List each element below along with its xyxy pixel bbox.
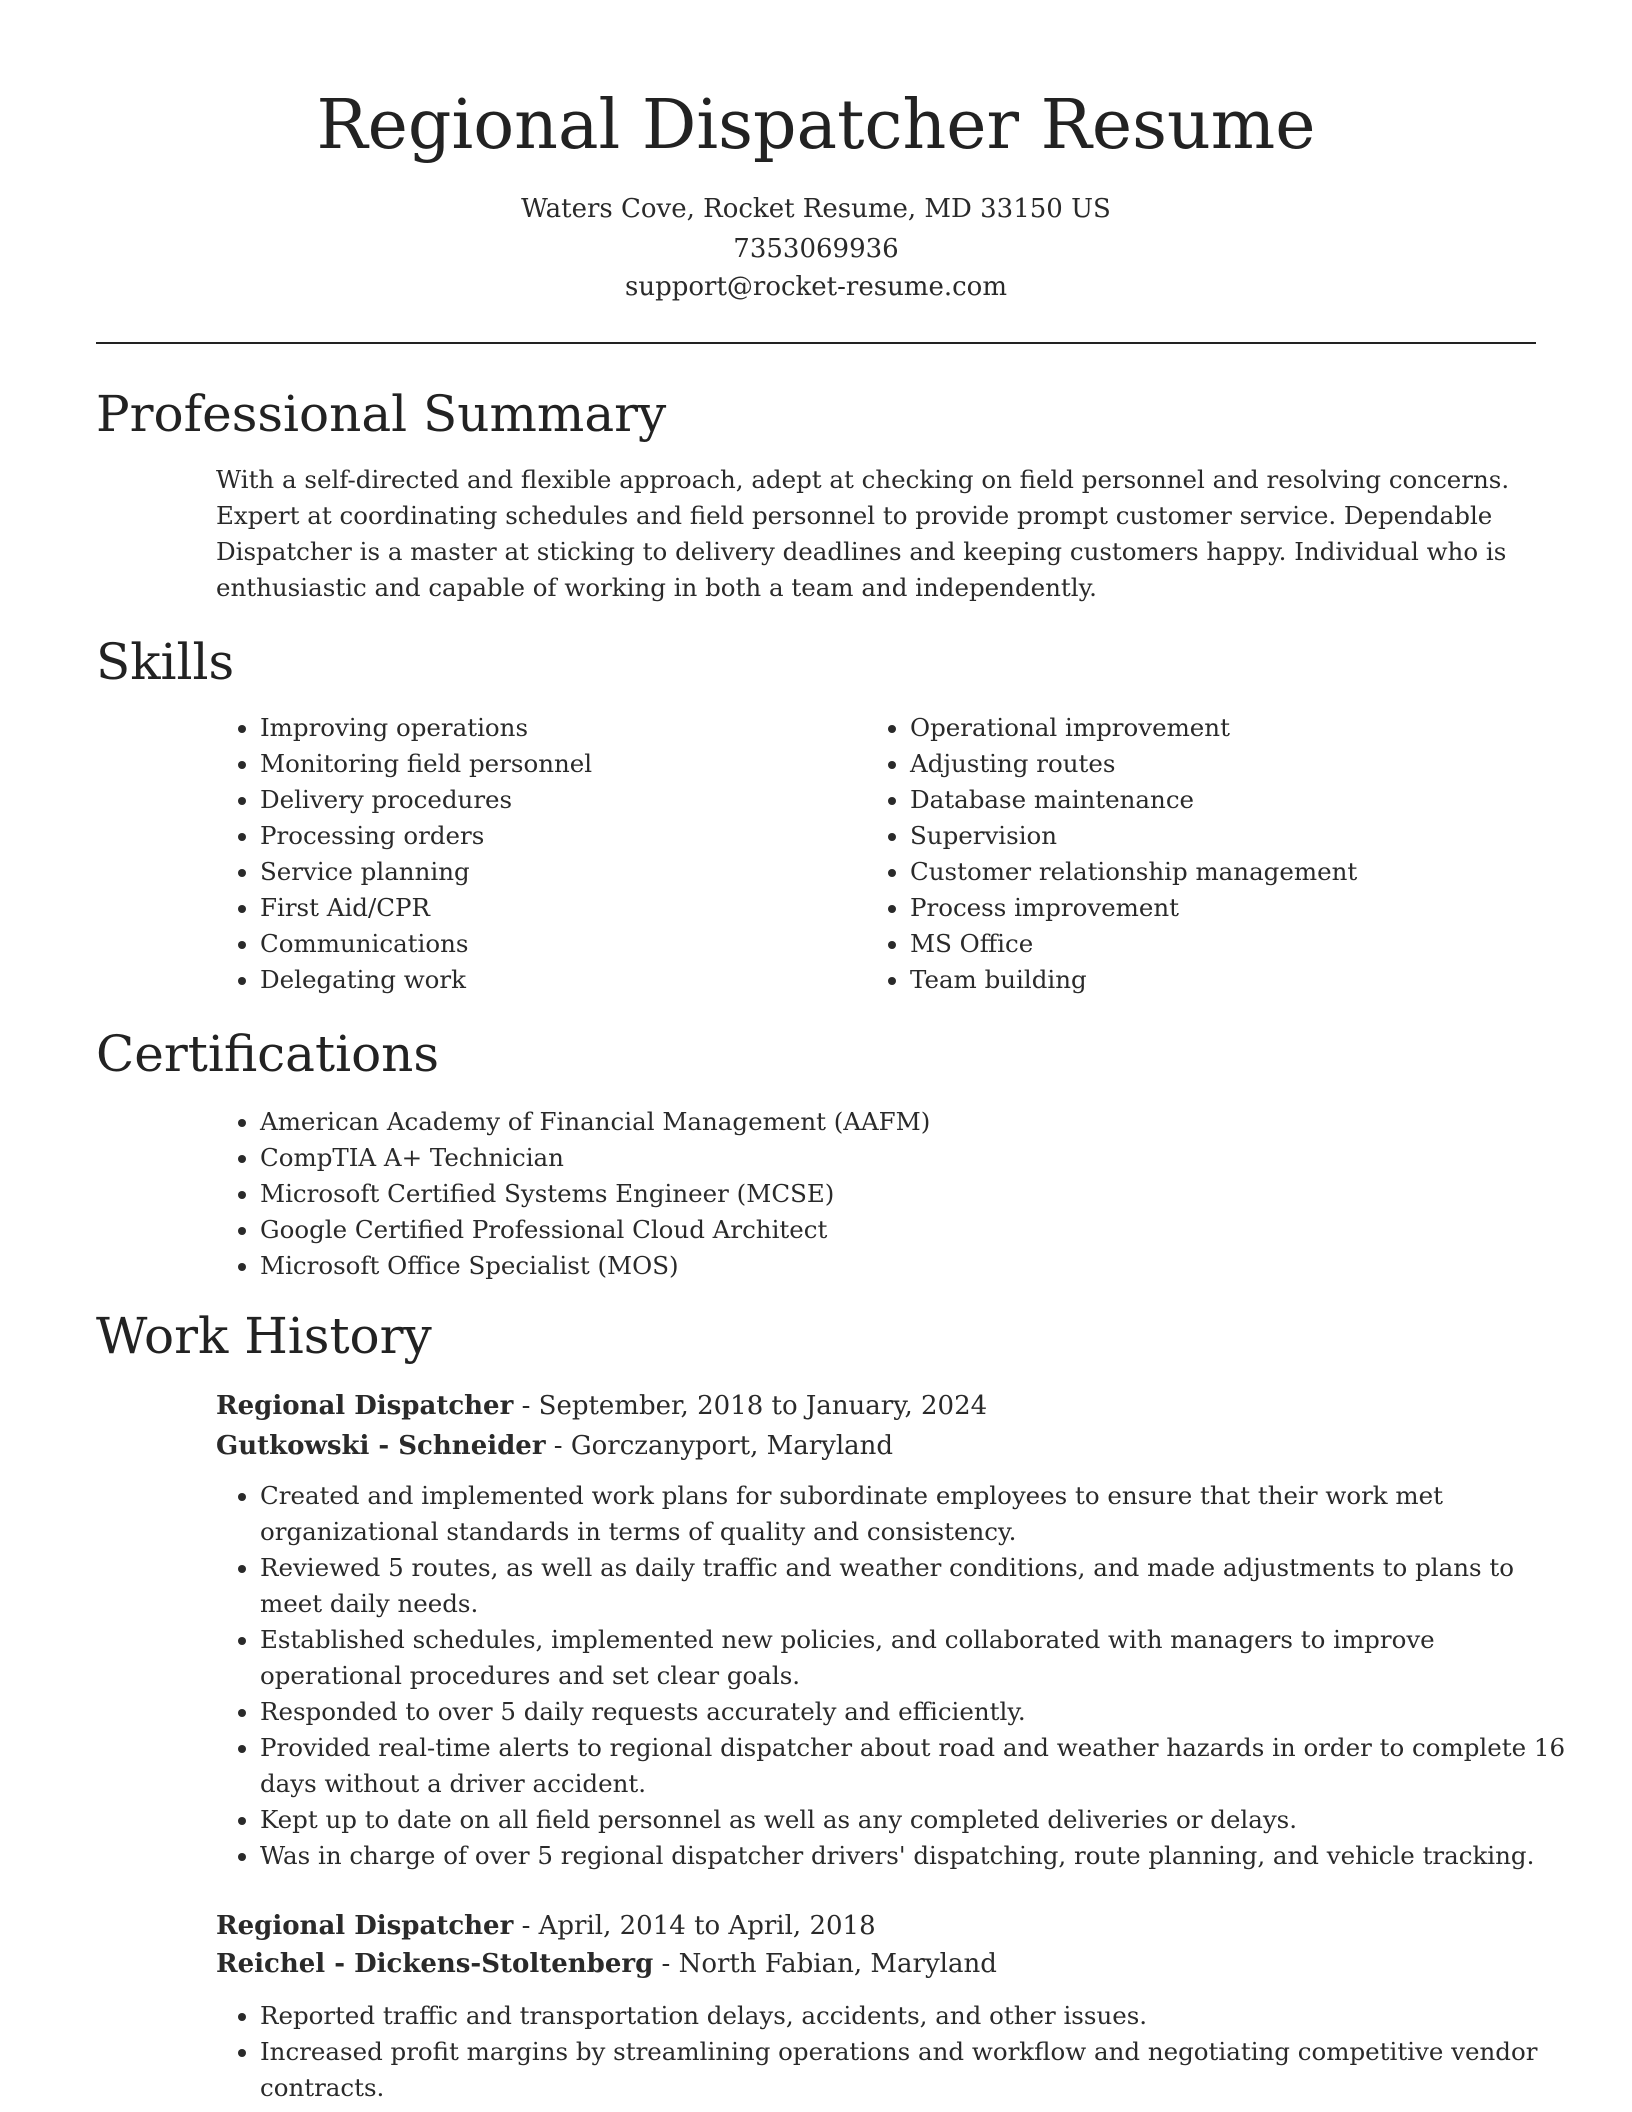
- skill-item: • Team building: [910, 962, 1560, 998]
- job-2-title-line: [216, 1906, 1516, 1946]
- skill-item: • Adjusting routes: [910, 746, 1560, 782]
- skill-item: • Database maintenance: [910, 782, 1560, 818]
- skill-item: • Monitoring field personnel: [260, 746, 860, 782]
- skill-item: • Customer relationship management: [910, 854, 1560, 890]
- job-1-title-line: [216, 1386, 1516, 1426]
- certifications-list: [216, 1104, 1360, 1284]
- header-divider: [96, 342, 1536, 344]
- contact-phone: 7353069936: [733, 234, 899, 264]
- job-bullet: • Reported traffic and transportation delays, accidents, and other issues.: [260, 1998, 1570, 2034]
- job-role: Regional Dispatcher: [216, 1911, 514, 1941]
- skill-item: • Communications: [260, 926, 860, 962]
- skill-item: • First Aid/CPR: [260, 890, 860, 926]
- job-bullet: • Was in charge of over 5 regional dispatcher drivers' dispatching, route planning, and vehicle tracking.: [260, 1838, 1570, 1874]
- job-bullet: • Created and implemented work plans for subordinate employees to ensure that their work met organizational standards in terms of quality and consistency.: [260, 1478, 1570, 1550]
- skill-item: • Service planning: [260, 854, 860, 890]
- job-location: - Gorczanyport, Maryland: [545, 1431, 894, 1461]
- job-company: Reichel - Dickens-Stoltenberg: [216, 1949, 654, 1979]
- skill-item: • Delegating work: [260, 962, 860, 998]
- certification-item: • Microsoft Office Specialist (MOS): [260, 1248, 1360, 1284]
- job-bullet: • Increased profit margins by streamlining operations and workflow and negotiating competitive vendor contracts.: [260, 2034, 1570, 2106]
- skill-item: • Improving operations: [260, 710, 860, 746]
- skills-list-right: [866, 710, 1560, 998]
- job-1-company-line: [216, 1426, 1516, 1466]
- skills-list-left: [216, 710, 860, 998]
- skill-item: • Processing orders: [260, 818, 860, 854]
- skill-item: • Supervision: [910, 818, 1560, 854]
- contact-email: support@rocket-resume.com: [624, 272, 1007, 302]
- job-location: - North Fabian, Maryland: [653, 1949, 997, 1979]
- job-dates: - April, 2014 to April, 2018: [513, 1911, 876, 1941]
- job-bullet: • Provided real-time alerts to regional dispatcher about road and weather hazards in order to complete 16 days without a driver accident.: [260, 1730, 1570, 1802]
- skill-item: • Delivery procedures: [260, 782, 860, 818]
- summary-heading: Professional Summary: [96, 385, 667, 443]
- skills-heading: Skills: [96, 633, 235, 691]
- certification-item: • American Academy of Financial Management (AAFM): [260, 1104, 1360, 1140]
- job-role: Regional Dispatcher: [216, 1391, 514, 1421]
- skill-item: • MS Office: [910, 926, 1560, 962]
- work-history-heading: Work History: [96, 1307, 432, 1365]
- summary-text: With a self-directed and flexible approach, adept at checking on field personnel and resolving concerns. Expert at coordinating schedules and field personnel to provide prompt customer service. Dependable Dispatcher is a master at sticking to delivery deadlines and keeping customers happy. Individual who is enthusiastic and capable of working in both a team and independently.: [216, 465, 1510, 602]
- job-bullet: • Established schedules, implemented new policies, and collaborated with managers to improve operational procedures and set clear goals.: [260, 1622, 1570, 1694]
- job-bullet: • Reviewed 5 routes, as well as daily traffic and weather conditions, and made adjustments to plans to meet daily needs.: [260, 1550, 1570, 1622]
- certification-item: • Google Certified Professional Cloud Architect: [260, 1212, 1360, 1248]
- job-1-bullets: [216, 1478, 1570, 1874]
- job-company: Gutkowski - Schneider: [216, 1431, 546, 1461]
- certifications-heading: Certifications: [96, 1025, 440, 1083]
- skill-item: • Operational improvement: [910, 710, 1560, 746]
- certification-item: • Microsoft Certified Systems Engineer (MCSE): [260, 1176, 1360, 1212]
- job-bullet: • Responded to over 5 daily requests accurately and efficiently.: [260, 1694, 1570, 1730]
- job-bullet: • Kept up to date on all field personnel as well as any completed deliveries or delays.: [260, 1802, 1570, 1838]
- certification-item: • CompTIA A+ Technician: [260, 1140, 1360, 1176]
- job-dates: - September, 2018 to January, 2024: [513, 1391, 988, 1421]
- job-2-bullets: [216, 1998, 1570, 2106]
- contact-address: Waters Cove, Rocket Resume, MD 33150 US: [521, 194, 1111, 224]
- skill-item: • Process improvement: [910, 890, 1560, 926]
- page-title: Regional Dispatcher Resume: [316, 86, 1316, 165]
- job-2-company-line: [216, 1944, 1516, 1984]
